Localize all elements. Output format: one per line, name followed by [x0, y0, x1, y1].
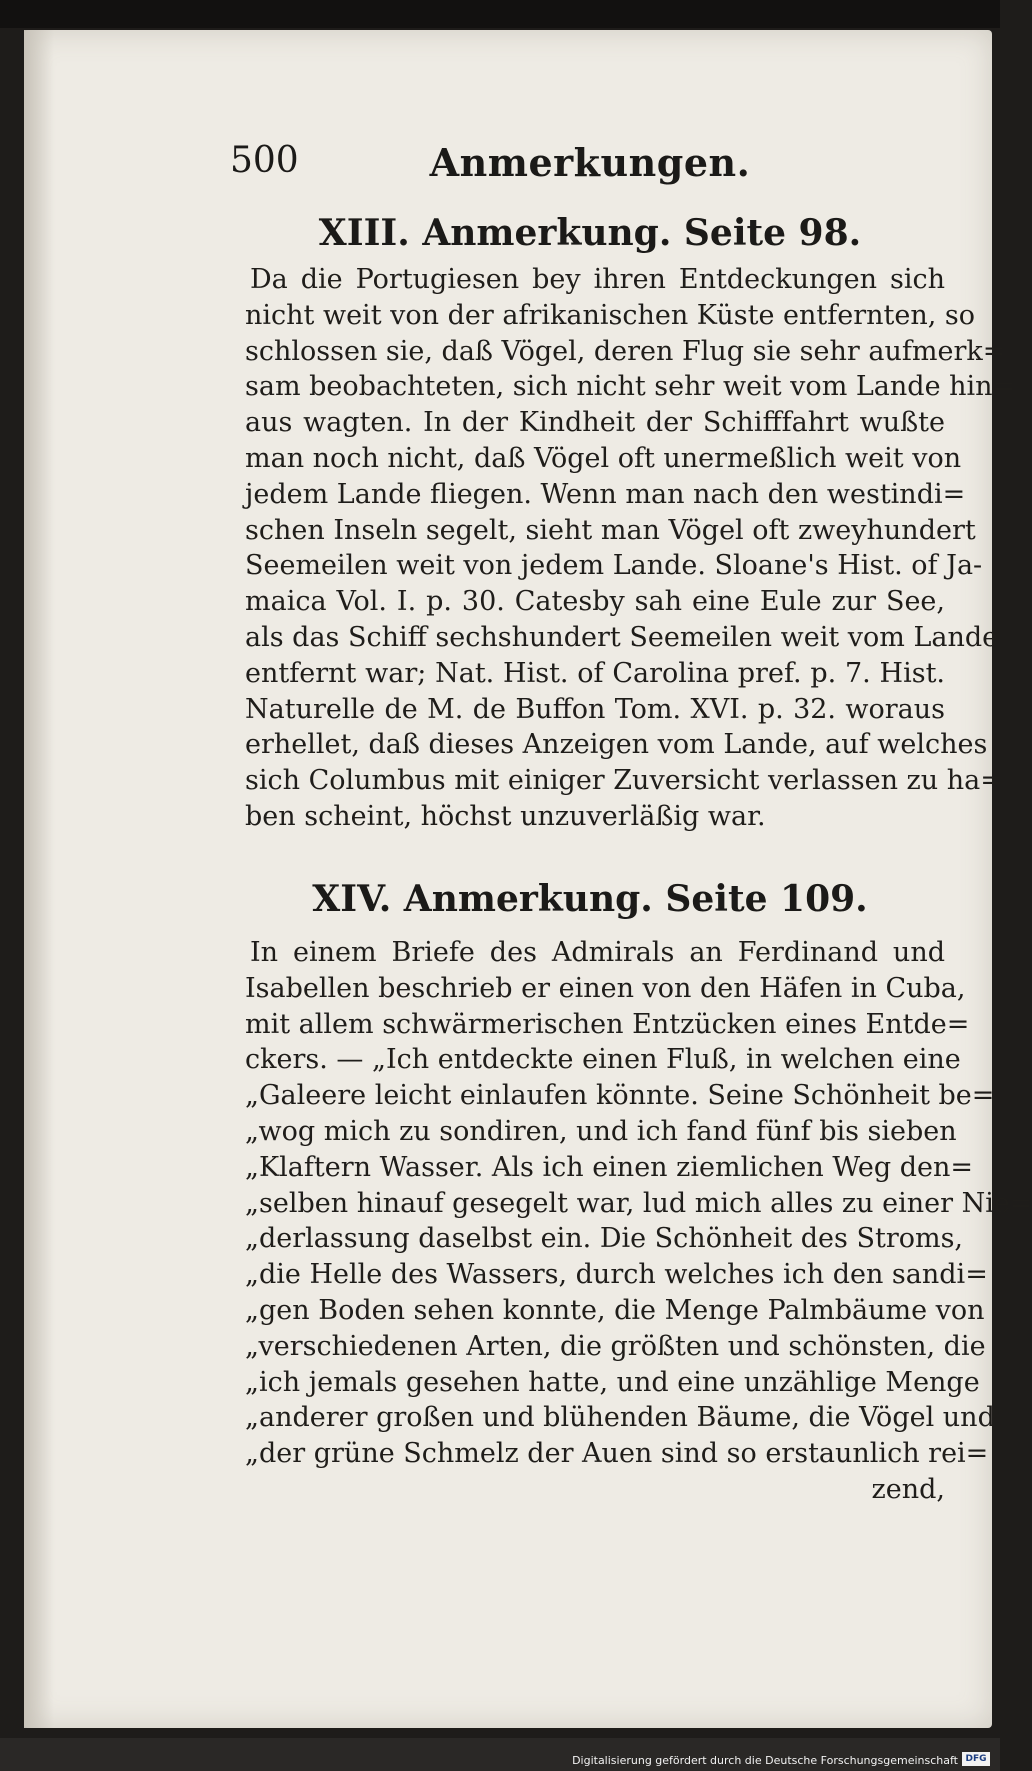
text-line: schen Inseln segelt, sieht man Vögel oft zweyhundert	[245, 514, 976, 546]
text-line: „Klaftern Wasser. Als ich einen ziemlichen Weg den=	[245, 1151, 973, 1183]
text-line: sich Columbus mit einiger Zuversicht verlassen zu ha=	[245, 765, 1003, 797]
page-gutter-shadow	[24, 30, 54, 1728]
text-line: „gen Boden sehen konnte, die Menge Palmbäume von	[245, 1295, 985, 1326]
text-line: Naturelle de M. de Buffon Tom. XVI. p. 32. woraus	[245, 693, 945, 725]
text-line: ben scheint, höchst unzuverläßig war.	[245, 801, 766, 832]
text-line: maica Vol. I. p. 30. Catesby sah eine Eule zur See,	[245, 586, 945, 618]
text-line: man noch nicht, daß Vögel oft unermeßlich weit von	[245, 443, 962, 474]
text-line: „ich jemals gesehen hatte, und eine unzählige Menge	[245, 1366, 980, 1398]
dfg-logo: DFG	[962, 1752, 990, 1766]
text-line: entfernt war; Nat. Hist. of Carolina pref. p. 7. Hist.	[245, 657, 945, 689]
section-heading-xiii: XIII. Anmerkung. Seite 98.	[318, 212, 862, 254]
section-heading-xiv: XIV. Anmerkung. Seite 109.	[312, 878, 868, 920]
text-line: ckers. — „Ich entdeckte einen Fluß, in welchen eine	[245, 1044, 961, 1076]
text-line: „verschiedenen Arten, die größten und schönsten, die	[245, 1330, 986, 1362]
text-line: jedem Lande fliegen. Wenn man nach den westindi=	[245, 478, 966, 510]
text-line: „der grüne Schmelz der Auen sind so erstaunlich rei=	[245, 1438, 989, 1470]
text-line: „anderer großen und blühenden Bäume, die Vögel und	[245, 1402, 995, 1434]
text-line: aus wagten. In der Kindheit der Schifffahrt wußte	[245, 407, 945, 439]
text-line: „die Helle des Wassers, durch welches ich den sandi=	[245, 1259, 988, 1291]
text-line: „derlassung daselbst ein. Die Schönheit des Stroms,	[245, 1223, 964, 1255]
text-line: nicht weit von der afrikanischen Küste entfernten, so	[245, 299, 976, 331]
text-line: „Galeere leicht einlaufen könnte. Seine Schönheit be=	[245, 1080, 995, 1112]
digitization-credit: Digitalisierung gefördert durch die Deutsche Forschungsgemeinschaft	[572, 1754, 958, 1767]
text-line: Isabellen beschrieb er einen von den Häfen in Cuba,	[245, 972, 966, 1004]
text-line: schlossen sie, daß Vögel, deren Flug sie sehr aufmerk=	[245, 335, 1006, 367]
text-line: „wog mich zu sondiren, und ich fand fünf bis sieben	[245, 1116, 957, 1147]
text-line: zend,	[871, 1474, 945, 1505]
text-line: erhellet, daß dieses Anzeigen vom Lande, auf welches	[245, 729, 988, 761]
text-line: Da die Portugiesen bey ihren Entdeckungen sich	[250, 264, 945, 295]
page-header	[230, 140, 950, 190]
text-line: In einem Briefe des Admirals an Ferdinand und	[250, 937, 945, 968]
text-line: sam beobachteten, sich nicht sehr weit vom Lande hin=	[245, 371, 1016, 403]
text-line: als das Schiff sechshundert Seemeilen weit vom Lande	[245, 622, 999, 653]
text-line: „selben hinauf gesegelt war, lud mich alles zu einer Nie=	[245, 1187, 1032, 1219]
text-line: Seemeilen weit von jedem Lande. Sloane's Hist. of Ja-	[245, 550, 983, 582]
running-head: Anmerkungen.	[429, 140, 751, 185]
scan-top-border	[0, 0, 1000, 28]
page-number: 500	[230, 140, 299, 181]
text-line: mit allem schwärmerischen Entzücken eines Entde=	[245, 1008, 970, 1040]
